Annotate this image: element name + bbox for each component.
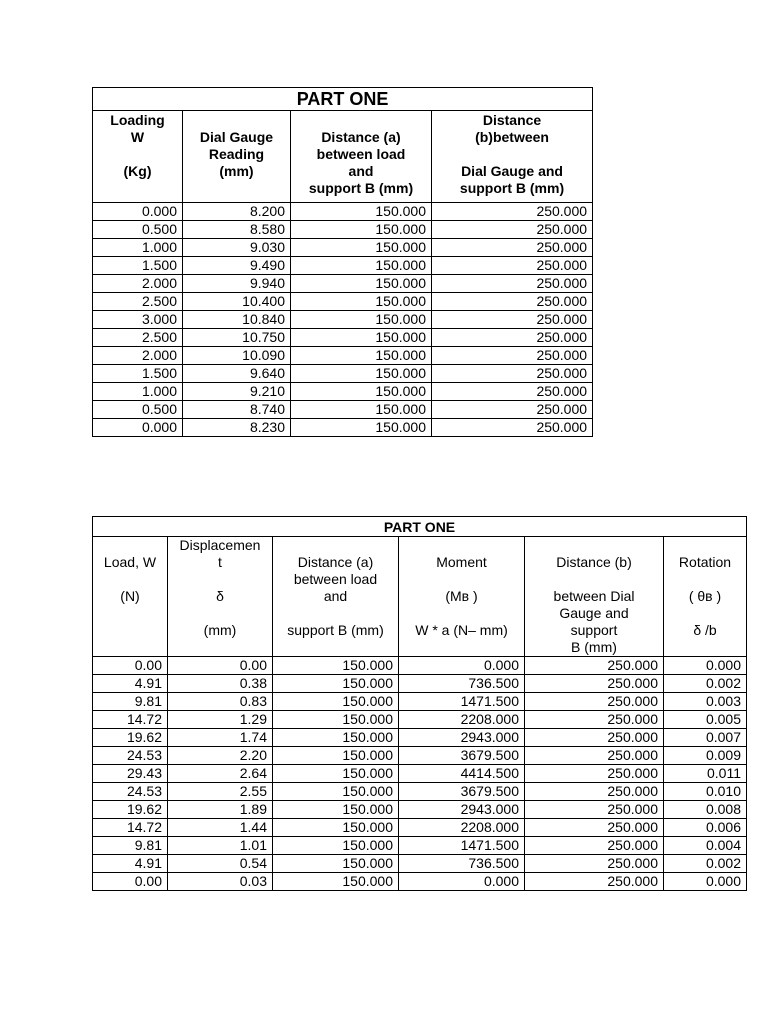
header-line: between Dial	[553, 588, 635, 604]
table-cell: 736.500	[399, 855, 525, 873]
table-cell: 250.000	[525, 657, 664, 675]
table2-header-cell	[399, 537, 525, 657]
table-cell: 150.000	[291, 311, 432, 329]
table-cell: 8.580	[183, 221, 291, 239]
table-cell: 150.000	[273, 693, 399, 711]
table-cell: 1471.500	[399, 837, 525, 855]
table-cell: 250.000	[525, 837, 664, 855]
table-row	[93, 329, 593, 347]
table-cell: 150.000	[291, 383, 432, 401]
table-cell: 0.009	[664, 747, 747, 765]
table2-header-cell	[273, 537, 399, 657]
table-cell: 1.29	[168, 711, 273, 729]
table-cell: 150.000	[273, 873, 399, 891]
table-cell: 250.000	[525, 801, 664, 819]
table-cell: 250.000	[525, 873, 664, 891]
table-cell: 150.000	[273, 819, 399, 837]
header-line: B (mm)	[571, 639, 617, 655]
table-cell: 250.000	[432, 419, 593, 437]
header-line	[98, 537, 162, 554]
table-cell: 150.000	[273, 801, 399, 819]
header-line: support B (mm)	[287, 622, 384, 638]
table-cell: 150.000	[273, 765, 399, 783]
table-row	[93, 419, 593, 437]
header-line: Distance (a)	[297, 554, 374, 570]
table-cell: 1.500	[93, 257, 183, 275]
table-cell: 2208.000	[399, 819, 525, 837]
header-line: δ	[216, 588, 224, 604]
table-cell: 250.000	[432, 203, 593, 221]
header-line: Load, W	[103, 554, 157, 570]
table-cell: 1.500	[93, 365, 183, 383]
header-line	[173, 571, 267, 588]
table-cell: 150.000	[273, 747, 399, 765]
table-cell: 250.000	[525, 819, 664, 837]
part-one-loading-table	[92, 87, 593, 437]
table-cell: 1.74	[168, 729, 273, 747]
table-cell: 0.000	[399, 873, 525, 891]
header-line	[98, 571, 162, 588]
table-row	[93, 711, 747, 729]
table-cell: 0.03	[168, 873, 273, 891]
header-line	[404, 571, 519, 588]
table-cell: 150.000	[291, 203, 432, 221]
table-row	[93, 675, 747, 693]
table-cell: 0.000	[93, 419, 183, 437]
table-cell: 1.01	[168, 837, 273, 855]
header-line	[296, 112, 426, 129]
table-cell: 250.000	[525, 765, 664, 783]
table-cell: 1.000	[93, 383, 183, 401]
table2-header-cell	[93, 537, 168, 657]
table-cell: 0.002	[664, 855, 747, 873]
table-cell: 1.44	[168, 819, 273, 837]
table2-header-row	[93, 537, 747, 657]
table-cell: 150.000	[273, 675, 399, 693]
header-line	[530, 537, 658, 554]
table-cell: 0.00	[168, 657, 273, 675]
table-cell: 0.005	[664, 711, 747, 729]
table-row	[93, 401, 593, 419]
table-cell: 2943.000	[399, 729, 525, 747]
table-cell: 24.53	[93, 747, 168, 765]
header-line	[437, 146, 587, 163]
table2-header-cell	[664, 537, 747, 657]
part-one-moment-rotation-table	[92, 516, 747, 891]
table-cell: 2.20	[168, 747, 273, 765]
header-line	[669, 639, 741, 656]
header-line	[669, 605, 741, 622]
table-row	[93, 383, 593, 401]
table-cell: 150.000	[291, 221, 432, 239]
table-row	[93, 275, 593, 293]
header-line: W	[130, 129, 145, 145]
table-cell: 14.72	[93, 711, 168, 729]
table1-header-cell	[432, 111, 593, 203]
header-line	[669, 571, 741, 588]
table-row	[93, 747, 747, 765]
table-cell: 150.000	[291, 419, 432, 437]
table-row	[93, 837, 747, 855]
header-line	[404, 605, 519, 622]
header-line: between load	[293, 571, 378, 587]
header-line: support B (mm)	[459, 180, 565, 196]
table-row	[93, 293, 593, 311]
table-cell: 2208.000	[399, 711, 525, 729]
table-cell: 250.000	[432, 347, 593, 365]
header-line: (Mʙ )	[445, 588, 478, 604]
table-cell: 250.000	[525, 693, 664, 711]
table-cell: 8.740	[183, 401, 291, 419]
table-row	[93, 765, 747, 783]
table-cell: 150.000	[291, 329, 432, 347]
table-cell: 10.400	[183, 293, 291, 311]
table-row	[93, 819, 747, 837]
table-cell: 2.000	[93, 275, 183, 293]
header-line	[278, 605, 393, 622]
table-cell: 9.490	[183, 257, 291, 275]
table-row	[93, 203, 593, 221]
table-cell: 9.81	[93, 693, 168, 711]
table-cell: 10.840	[183, 311, 291, 329]
table-cell: 250.000	[525, 711, 664, 729]
table1-header-cell	[291, 111, 432, 203]
header-line: δ /b	[693, 622, 717, 638]
table-cell: 3679.500	[399, 747, 525, 765]
header-line: Loading	[110, 112, 165, 128]
table-cell: 9.030	[183, 239, 291, 257]
table-cell: 0.002	[664, 675, 747, 693]
table-cell: 14.72	[93, 819, 168, 837]
header-line: (Kg)	[123, 163, 152, 179]
table-cell: 150.000	[273, 657, 399, 675]
header-line	[404, 639, 519, 656]
table-cell: 250.000	[525, 783, 664, 801]
table-cell: 4414.500	[399, 765, 525, 783]
table-cell: 2.500	[93, 293, 183, 311]
header-line: between load	[316, 146, 406, 162]
table-cell: 150.000	[291, 293, 432, 311]
table-cell: 10.750	[183, 329, 291, 347]
table-cell: 9.81	[93, 837, 168, 855]
table-cell: 250.000	[432, 275, 593, 293]
table-cell: 0.00	[93, 657, 168, 675]
table-cell: 9.210	[183, 383, 291, 401]
table-cell: 250.000	[525, 747, 664, 765]
header-line: Dial Gauge	[199, 129, 274, 145]
table-row	[93, 855, 747, 873]
header-line	[98, 639, 162, 656]
table-cell: 4.91	[93, 855, 168, 873]
table-cell: 8.200	[183, 203, 291, 221]
table-cell: 8.230	[183, 419, 291, 437]
header-line	[173, 639, 267, 656]
header-line	[404, 537, 519, 554]
table-cell: 150.000	[291, 347, 432, 365]
header-line: and	[348, 163, 374, 179]
table-cell: 150.000	[273, 711, 399, 729]
table-cell: 0.011	[664, 765, 747, 783]
table-cell: 0.000	[664, 873, 747, 891]
header-line: Rotation	[678, 554, 732, 570]
table-row	[93, 311, 593, 329]
table1-header-cell	[183, 111, 291, 203]
header-line	[98, 605, 162, 622]
table-cell: 150.000	[273, 783, 399, 801]
table-cell: 0.010	[664, 783, 747, 801]
table-cell: 9.640	[183, 365, 291, 383]
table-cell: 0.006	[664, 819, 747, 837]
table-cell: 19.62	[93, 729, 168, 747]
table-row	[93, 783, 747, 801]
table-row	[93, 657, 747, 675]
table-cell: 250.000	[432, 239, 593, 257]
header-line: support B (mm)	[308, 180, 414, 196]
header-line: Displacemen	[179, 537, 261, 553]
table-cell: 1.000	[93, 239, 183, 257]
header-line: W * a (N– mm)	[415, 622, 508, 638]
table-cell: 29.43	[93, 765, 168, 783]
table-cell: 0.000	[93, 203, 183, 221]
table-cell: 0.000	[664, 657, 747, 675]
table-cell: 0.003	[664, 693, 747, 711]
table-cell: 150.000	[291, 401, 432, 419]
header-line: (mm)	[203, 622, 237, 638]
header-line: ( θʙ )	[688, 588, 722, 604]
header-line	[98, 146, 177, 163]
table-cell: 250.000	[525, 729, 664, 747]
table-cell: 1.89	[168, 801, 273, 819]
table-cell: 250.000	[432, 311, 593, 329]
header-line	[278, 639, 393, 656]
header-line	[278, 537, 393, 554]
table-cell: 0.500	[93, 401, 183, 419]
header-line: Dial Gauge and	[461, 163, 563, 179]
table2-title: PART ONE	[93, 517, 747, 537]
table-row	[93, 729, 747, 747]
table-cell: 0.83	[168, 693, 273, 711]
table-cell: 150.000	[291, 275, 432, 293]
table-cell: 0.500	[93, 221, 183, 239]
table-row	[93, 873, 747, 891]
table-cell: 4.91	[93, 675, 168, 693]
table2-header-cell	[525, 537, 664, 657]
table-cell: 150.000	[273, 729, 399, 747]
table-row	[93, 693, 747, 711]
table-cell: 2.55	[168, 783, 273, 801]
table-row	[93, 257, 593, 275]
table-cell: 19.62	[93, 801, 168, 819]
table-cell: 250.000	[525, 855, 664, 873]
table-cell: 10.090	[183, 347, 291, 365]
header-line	[98, 180, 177, 197]
table-cell: 0.00	[93, 873, 168, 891]
table-cell: 150.000	[273, 855, 399, 873]
header-line: Moment	[436, 554, 487, 570]
header-line: Gauge and	[559, 605, 629, 621]
table-cell: 150.000	[291, 257, 432, 275]
table-cell: 150.000	[273, 837, 399, 855]
table-cell: 0.007	[664, 729, 747, 747]
header-line: and	[323, 588, 348, 604]
table-row	[93, 239, 593, 257]
table-cell: 3679.500	[399, 783, 525, 801]
header-line: Distance (a)	[321, 129, 401, 145]
table-cell: 0.38	[168, 675, 273, 693]
table-cell: 250.000	[432, 221, 593, 239]
table-cell: 0.54	[168, 855, 273, 873]
header-line	[669, 537, 741, 554]
table-cell: 9.940	[183, 275, 291, 293]
table-cell: 1471.500	[399, 693, 525, 711]
table-cell: 24.53	[93, 783, 168, 801]
table-cell: 0.004	[664, 837, 747, 855]
table-cell: 150.000	[291, 239, 432, 257]
header-line: Distance	[482, 112, 542, 128]
header-line: (b)between	[475, 129, 549, 145]
table-row	[93, 365, 593, 383]
table-row	[93, 347, 593, 365]
table-cell: 250.000	[432, 329, 593, 347]
table-cell: 3.000	[93, 311, 183, 329]
header-line: Distance (b)	[556, 554, 632, 570]
header-line: t	[218, 554, 222, 570]
table2-header-cell	[168, 537, 273, 657]
header-line	[188, 112, 285, 129]
header-line: support	[570, 622, 618, 638]
table-cell: 2.000	[93, 347, 183, 365]
table-cell: 250.000	[525, 675, 664, 693]
table-cell: 250.000	[432, 365, 593, 383]
table-cell: 250.000	[432, 383, 593, 401]
header-line	[98, 622, 162, 639]
table-cell: 2.64	[168, 765, 273, 783]
table-cell: 736.500	[399, 675, 525, 693]
table1-header-cell	[93, 111, 183, 203]
table-cell: 250.000	[432, 257, 593, 275]
table-cell: 250.000	[432, 401, 593, 419]
header-line	[173, 605, 267, 622]
table-cell: 150.000	[291, 365, 432, 383]
header-line: (N)	[120, 588, 140, 604]
table1-title: PART ONE	[93, 88, 593, 111]
header-line	[530, 571, 658, 588]
table-cell: 0.000	[399, 657, 525, 675]
table-cell: 2.500	[93, 329, 183, 347]
table-row	[93, 801, 747, 819]
header-line	[188, 180, 285, 197]
header-line: Reading	[208, 146, 265, 162]
table-row	[93, 221, 593, 239]
table-cell: 250.000	[432, 293, 593, 311]
table-cell: 0.008	[664, 801, 747, 819]
header-line: (mm)	[219, 163, 254, 179]
table-cell: 2943.000	[399, 801, 525, 819]
table1-header-row	[93, 111, 593, 203]
